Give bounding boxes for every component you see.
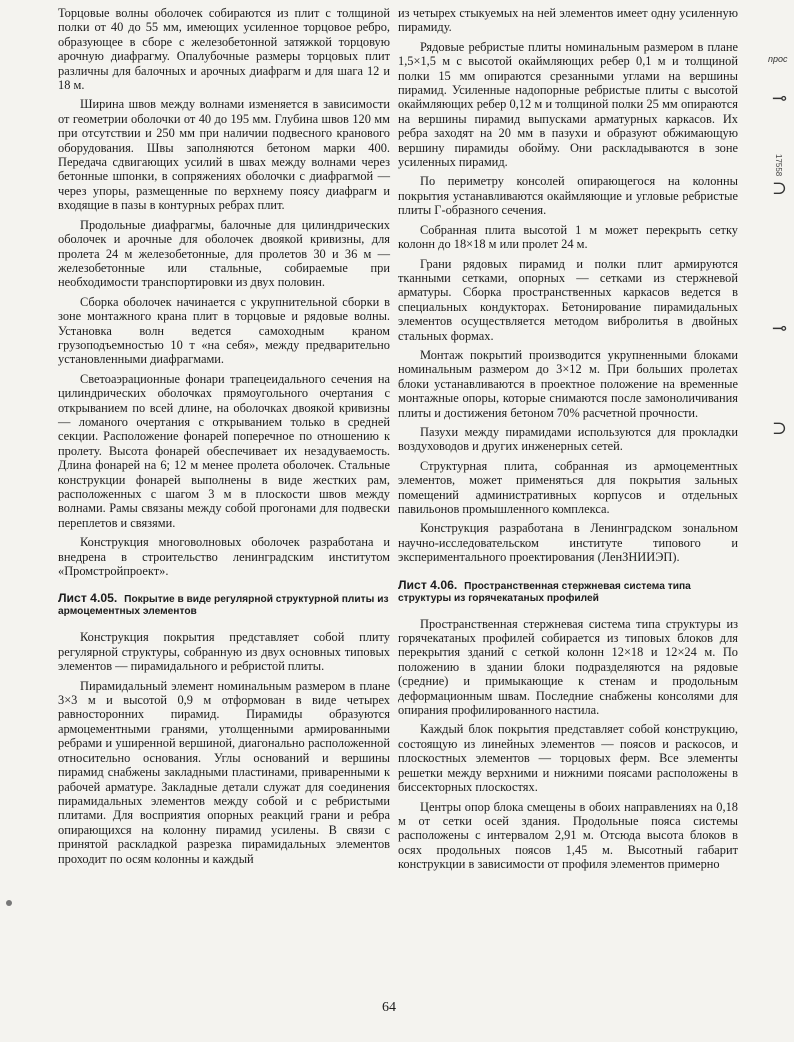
- sheet-code: Лист 4.06.: [398, 577, 458, 592]
- paragraph: Пазухи между пирамидами используются для прокладки воздуховодов и других инженерных сетей.: [398, 424, 738, 454]
- paragraph: Конструкция многоволновых оболочек разработана и внедрена в строительство ленинградским институтом «Промстройпроект».: [58, 535, 390, 579]
- sheet-title: Пространственная стержневая система типа структуры из горячекатаных профилей: [398, 580, 691, 604]
- left-column: [58, 6, 390, 871]
- margin-hook-icon: ⊃: [772, 178, 788, 198]
- paragraph: Сборка оболочек начинается с укрупнительной сборки в зоне монтажного крана плит в торцовые и рядовые волны. Установка волн ведется самоходным краном грузоподъемностью 10 т «на себя», между предварительно установленными диафрагмами.: [58, 294, 390, 367]
- section-heading: [58, 592, 390, 618]
- margin-note: npoc: [768, 54, 788, 64]
- paragraph: Торцовые волны оболочек собираются из плит с толщиной полки от 40 до 55 мм, имеющих усиленное торцовое ребро, образующее в сборе с железобетонной затяжкой торцовую арочную диафрагму. Опалубочные размеры торцовых плит различны для балочных и арочных диафрагм и для шага 12 и 18 м.: [58, 6, 390, 93]
- paragraph: Рядовые ребристые плиты номинальным размером в плане 1,5×1,5 м с высотой окаймляющих ребер 0,1 м и толщиной полки 15 мм опираются срезанными углами на вершины пирамид. Усиленные надопорные ребристые плиты с высотой окаймляющих ребер 0,12 м и толщиной полки 25 мм опираются на вершины пирамид выпусками арматурных каркасов. Их ребра заходят на 20 мм в пазухи и образуют обжимающую вершину пирамиды обойму. Они раскладываются в зоне усиленных пирамид.: [398, 39, 738, 170]
- paragraph: Грани рядовых пирамид и полки плит армируются тканными сетками, опорных — сетками из стержневой арматуры. Сборка пространственных каркасов ведется в специальных кондукторах. Бетонирование пирамидальных элементов осуществляется методом вибролитья в двойных стальных формах.: [398, 256, 738, 343]
- paragraph: из четырех стыкуемых на ней элементов имеет одну усиленную пирамиду.: [398, 6, 738, 35]
- paragraph: Пирамидальный элемент номинальным размером в плане 3×3 м и высотой 0,9 м отформован в виде четырех равносторонних пирамид. Пирамиды образуются армоцементными гранями, утолщенными армированными ребрами и уширенной вершиной, диагонально расположенной относительно основания. Углы оснований и вершины пирамид снабжены закладными пластинами, приваренными к рабочей арматуре. Закладные детали служат для соединения пирамидальных элементов между собой и с ребристыми плитами. Для восприятия опорных реакций грани и ребра опирающихся на колонну пирамид усилены. В связи с принятой раскладкой разрезка пирамидальных элементов проходит по осям колонны и каждый: [58, 678, 390, 866]
- paragraph: Центры опор блока смещены в обоих направлениях на 0,18 м от сетки осей здания. Продольные пояса системы расположены с интервалом 2,91 м. Отсюда высота блоков в осях продольных поясов 1,45 м. Высотный габарит конструкции в зависимости от профиля элементов примерно: [398, 799, 738, 872]
- margin-arrow-icon: ⊸: [772, 88, 788, 108]
- paragraph: Пространственная стержневая система типа структуры из горячекатаных профилей собирается из типовых блоков для перекрытия зданий с сеткой колонн 12×18 и 12×24 м. По положению в здании блоки подразделяются на рядовые (средние) и примыкающие к стенам и продольным деформационным швам. Последние снабжены консолями для опирания профилированного настила.: [398, 616, 738, 718]
- paragraph: Конструкция покрытия представляет собой плиту регулярной структуры, собранную из двух основных типовых элементов — пирамидального и ребристой плиты.: [58, 630, 390, 674]
- paragraph: Собранная плита высотой 1 м может перекрыть сетку колонн до 18×18 м или пролет 24 м.: [398, 222, 738, 252]
- sheet-title: Покрытие в виде регулярной структурной плиты из армоцементных элементов: [58, 594, 389, 618]
- paragraph: Ширина швов между волнами изменяется в зависимости от геометрии оболочки от 40 до 195 мм. Глубина швов 120 мм при отсутствии и 250 мм при наличии подвесного кранового оборудования. Швы заполняются бетоном марки 400. Передача сдвигающих усилий в швах между волнами через бетонные шпонки, в сопряжениях оболочки с диафрагмой — через упоры, размещенные по верхнему поясу диафрагм и входящие в пазы в контурных ребрах плит.: [58, 97, 390, 213]
- paragraph: По периметру консолей опирающегося на колонны покрытия устанавливаются окаймляющие и угловые ребристые плиты Г-образного сечения.: [398, 174, 738, 218]
- paragraph: Светоаэрационные фонари трапецеидального сечения на цилиндрических оболочках прямоугольного очертания с открыванием по всей длине, на оболочках двоякой кривизны — ломаного очертания с открыванием только в средней секции. Расположение фонарей поперечное по отношению к пролету. Высота фонарей обеспечивает их незадуваемость. Длина фонарей на 6; 12 м менее пролета оболочек. Стальные конструкции фонарей выполнены в виде жестких рам, расположенных с шагом 3 м в плоскости швов между волнами. Рамы связаны между собой прогонами для подвески переплетов и связями.: [58, 371, 390, 530]
- margin-side-number: 17558: [774, 154, 783, 177]
- right-column: [398, 6, 738, 877]
- binder-hole-icon: [6, 900, 12, 906]
- paragraph: Продольные диафрагмы, балочные для цилиндрических оболочек и арочные для оболочек двоякой кривизны, для пролета 24 м железобетонные, для пролетов 30 и 36 м — железобетонные или стальные, собираемые при необходимости транспортировки из двух половин.: [58, 217, 390, 290]
- margin-hook-icon: ⊃: [772, 418, 788, 438]
- paragraph: Структурная плита, собранная из армоцементных элементов, может применяться для покрытия зальных помещений административных корпусов и отдельных павильонов промышленного комплекса.: [398, 458, 738, 516]
- section-heading: [398, 579, 738, 605]
- margin-arrow-icon: ⊸: [772, 318, 788, 338]
- paragraph: Монтаж покрытий производится укрупненными блоками номинальным размером до 3×12 м. При больших пролетах блоки устанавливаются в проектное положение на временные монтажные опоры, которые снимаются после замоноличивания плиты и достижения бетоном 70% расчетной прочности.: [398, 347, 738, 420]
- paragraph: Конструкция разработана в Ленинградском зональном научно-исследовательском институте типового и экспериментального проектирования (ЛенЗНИИЭП).: [398, 521, 738, 565]
- sheet-code: Лист 4.05.: [58, 591, 118, 606]
- paragraph: Каждый блок покрытия представляет собой конструкцию, состоящую из линейных элементов — поясов и раскосов, и плоскостных элементов — торцовых ферм. Все элементы решетки между верхними и нижними поясами расположены в биссекторных плоскостях.: [398, 722, 738, 795]
- page-number: 64: [382, 1000, 396, 1015]
